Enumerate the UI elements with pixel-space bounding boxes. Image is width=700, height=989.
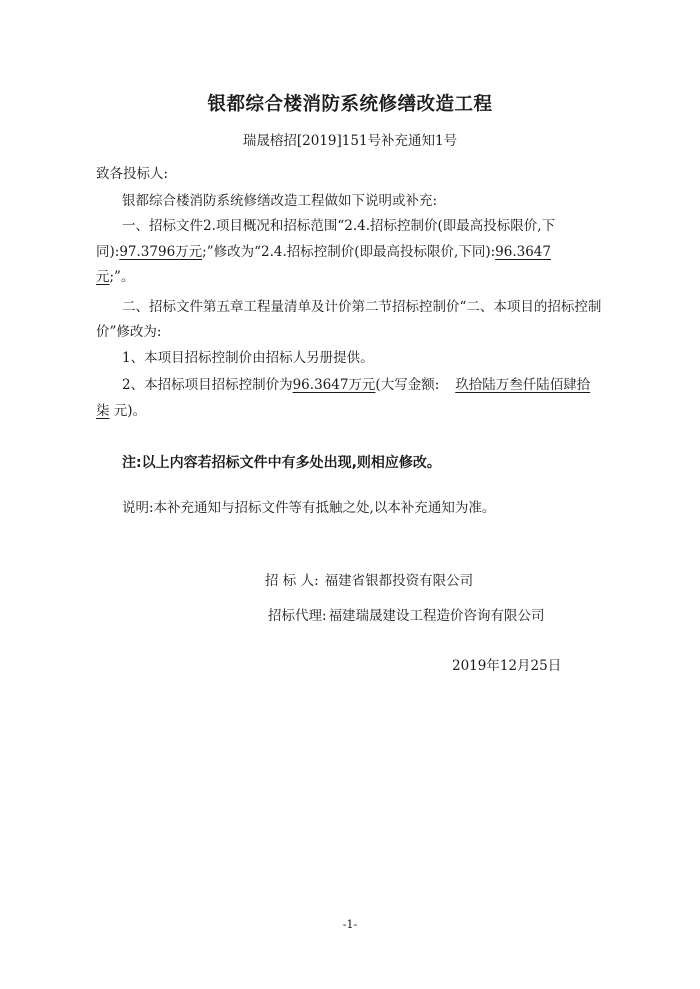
page-number: -1- <box>342 918 358 931</box>
new-control-price: 96.3647 <box>495 244 551 260</box>
old-control-price: 97.3796万元 <box>119 244 203 260</box>
sub-item-2-line1 <box>122 375 590 395</box>
agent-label: 招标代理: <box>268 608 327 624</box>
document-title: 银都综合楼消防系统修缮改造工程 <box>207 94 493 115</box>
sub-item-2-line2 <box>96 401 146 421</box>
agent-line <box>268 606 545 626</box>
sub2-prefix: 2、本招标项目招标控制价为 <box>122 377 293 393</box>
item1-mid: ;”修改为“2.4.招标控制价(即最高投标限价,下同): <box>202 244 496 260</box>
amount-in-words: 玖拾陆万叁仟陆佰肆拾 <box>455 377 591 393</box>
item1-line3 <box>96 267 134 287</box>
note: 注:以上内容若招标文件中有多处出现,则相应修改。 <box>122 455 441 471</box>
item1-line2 <box>96 242 551 262</box>
amount-in-words-cont: 柒 <box>96 403 110 419</box>
sub-item-1: 1、本项目招标控制价由招标人另册提供。 <box>122 350 374 366</box>
control-price-amount: 96.3647万元 <box>292 377 376 393</box>
sub2-mid: (大写金额: <box>375 377 440 393</box>
intro-paragraph: 银都综合楼消防系统修缮改造工程做如下说明或补充: <box>122 193 438 209</box>
salutation: 致各投标人: <box>96 166 169 182</box>
new-control-price-unit: 元 <box>96 269 110 285</box>
item1-prefix: 同): <box>96 244 120 260</box>
document-number: 瑞晟榕招[2019]151号补充通知1号 <box>242 133 458 149</box>
tenderer-name: 福建省银都投资有限公司 <box>324 573 474 589</box>
tenderer-label: 招 标 人: <box>265 573 319 589</box>
item1-line1: 一、招标文件2.项目概况和招标范围“2.4.招标控制价(即最高投标限价,下 <box>122 218 556 234</box>
tenderer-line <box>265 571 473 591</box>
sub2-suffix: 元)。 <box>113 403 147 419</box>
item1-end: ;”。 <box>109 269 135 285</box>
item2-line1: 二、招标文件第五章工程量清单及计价第二节招标控制价“二、本项目的招标控制 <box>122 299 602 315</box>
agent-name: 福建瑞晟建设工程造价咨询有限公司 <box>328 608 545 624</box>
item2-line2: 价”修改为: <box>96 324 162 340</box>
explanation: 说明:本补充通知与招标文件等有抵触之处,以本补充通知为准。 <box>122 500 496 516</box>
document-date: 2019年12月25日 <box>452 658 562 674</box>
